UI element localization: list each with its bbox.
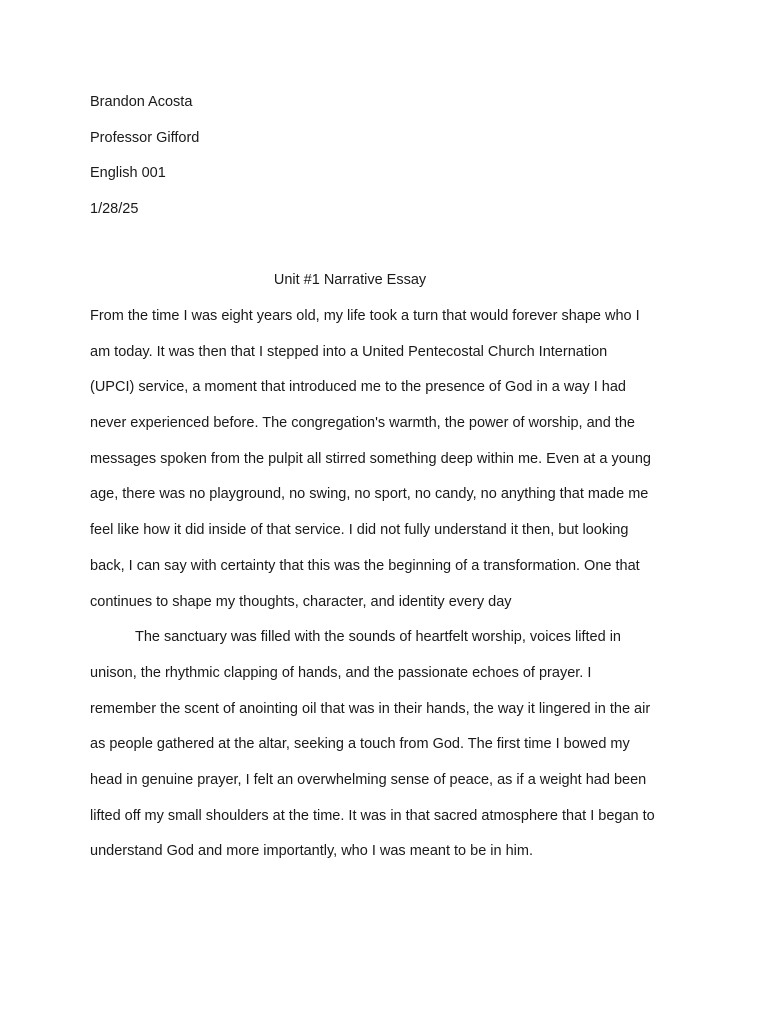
text-line: am today. It was then that I stepped into a United Pentecostal Church Internation [90, 343, 608, 360]
text-line: (UPCI) service, a moment that introduced me to the presence of God in a way I had [90, 379, 626, 396]
text-line: back, I can say with certainty that this was the beginning of a transformation. One that [90, 557, 640, 574]
text-line: remember the scent of anointing oil that was in their hands, the way it lingered in the air [90, 700, 651, 717]
text-line: continues to shape my thoughts, character, and identity every day [90, 593, 512, 610]
essay-date: 1/28/25 [90, 201, 139, 218]
text-line: head in genuine prayer, I felt an overwhelming sense of peace, as if a weight had been [90, 771, 647, 788]
text-line: messages spoken from the pulpit all stirred something deep within me. Even at a young [90, 450, 651, 467]
paragraph [90, 304, 690, 625]
text-line: age, there was no playground, no swing, no sport, no candy, no anything that made me [90, 486, 649, 503]
author-name: Brandon Acosta [90, 94, 193, 110]
text-line: unison, the rhythmic clapping of hands, and the passionate echoes of prayer. I [90, 664, 592, 681]
text-line: as people gathered at the altar, seeking a touch from God. The first time I bowed my [90, 736, 630, 753]
text-line: The sanctuary was filled with the sounds of heartfelt worship, voices lifted in [135, 629, 621, 646]
paragraph [90, 625, 690, 875]
essay-body [90, 304, 690, 875]
essay-title: Unit #1 Narrative Essay [273, 272, 427, 288]
essay-heading [90, 90, 690, 233]
text-line: lifted off my small shoulders at the time. It was in that sacred atmosphere that I began to [90, 807, 655, 824]
text-line: feel like how it did inside of that service. I did not fully understand it then, but looking [90, 522, 629, 539]
text-line: From the time I was eight years old, my life took a turn that would forever shape who I [90, 308, 640, 324]
text-line: understand God and more importantly, who I was meant to be in him. [90, 843, 534, 860]
professor-name: Professor Gifford [90, 129, 200, 146]
course-name: English 001 [90, 165, 166, 182]
text-line: never experienced before. The congregation's warmth, the power of worship, and the [90, 415, 635, 432]
